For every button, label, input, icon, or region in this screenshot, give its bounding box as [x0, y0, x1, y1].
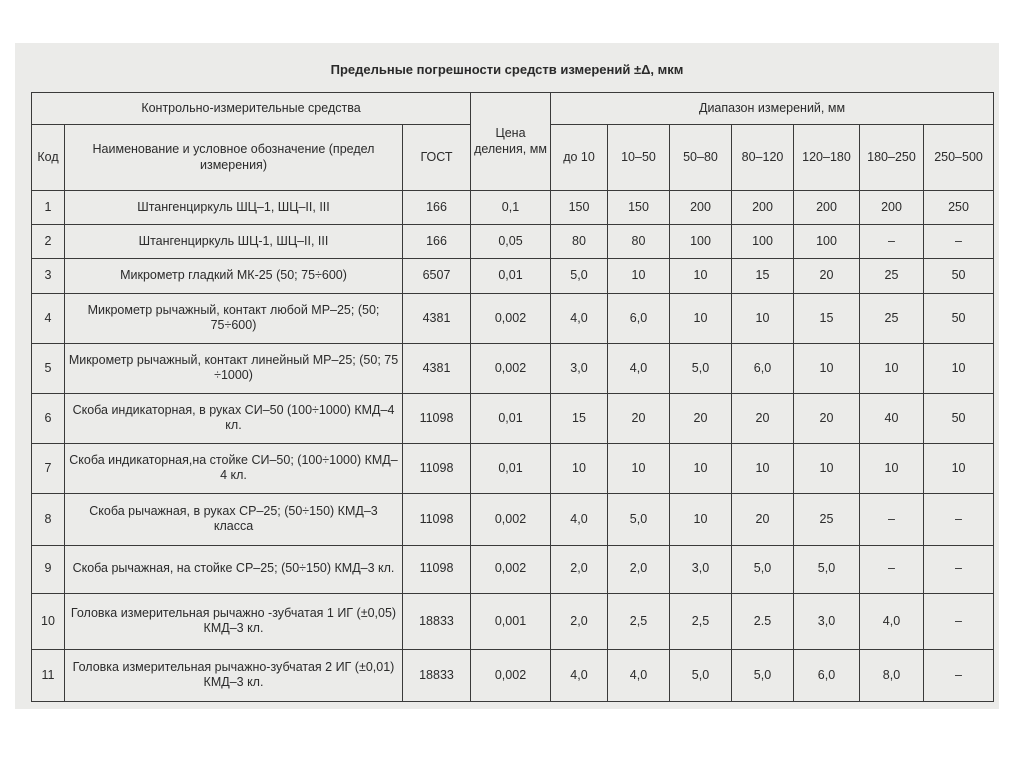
row-value: – — [924, 649, 994, 701]
row-value: 200 — [860, 191, 924, 225]
row-value: 10 — [551, 443, 608, 493]
row-gost: 18833 — [403, 649, 471, 701]
row-value: 20 — [670, 393, 732, 443]
row-code: 2 — [32, 225, 65, 258]
row-division: 0,002 — [471, 294, 551, 344]
row-value: 15 — [732, 258, 794, 293]
row-value: 10 — [794, 343, 860, 393]
row-gost: 4381 — [403, 343, 471, 393]
row-gost: 18833 — [403, 593, 471, 649]
row-code: 7 — [32, 443, 65, 493]
row-value: 10 — [924, 443, 994, 493]
header-range: до 10 — [551, 125, 608, 191]
row-value: 4,0 — [551, 649, 608, 701]
row-code: 3 — [32, 258, 65, 293]
table-row — [32, 258, 994, 293]
table-row — [32, 393, 994, 443]
row-gost: 11098 — [403, 393, 471, 443]
row-name: Штангенциркуль ШЦ–1, ШЦ–II, III — [65, 191, 403, 225]
row-value: 80 — [608, 225, 670, 258]
document-page — [15, 43, 999, 709]
row-value: 2,5 — [608, 593, 670, 649]
table-row — [32, 343, 994, 393]
table-row — [32, 545, 994, 593]
row-value: – — [924, 545, 994, 593]
row-gost: 11098 — [403, 443, 471, 493]
row-value: 10 — [670, 443, 732, 493]
table-title: Предельные погрешности средств измерений ±Δ, мкм — [330, 62, 684, 77]
row-code: 10 — [32, 593, 65, 649]
row-value: 50 — [924, 393, 994, 443]
header-gost: ГОСТ — [403, 125, 471, 191]
header-division: Цена деления, мм — [471, 93, 551, 191]
row-gost: 11098 — [403, 493, 471, 545]
row-value: 200 — [732, 191, 794, 225]
header-range: 80–120 — [732, 125, 794, 191]
row-value: 3,0 — [670, 545, 732, 593]
row-value: 40 — [860, 393, 924, 443]
header-range: 10–50 — [608, 125, 670, 191]
row-value: 100 — [670, 225, 732, 258]
row-division: 0,002 — [471, 649, 551, 701]
row-value: 4,0 — [551, 493, 608, 545]
row-value: – — [924, 225, 994, 258]
row-value: 150 — [608, 191, 670, 225]
header-range: 250–500 — [924, 125, 994, 191]
row-value: 20 — [732, 393, 794, 443]
row-value: 5,0 — [732, 545, 794, 593]
row-value: 20 — [608, 393, 670, 443]
row-division: 0,01 — [471, 443, 551, 493]
header-code: Код — [32, 125, 65, 191]
row-value: – — [924, 493, 994, 545]
row-code: 11 — [32, 649, 65, 701]
row-value: 2.5 — [732, 593, 794, 649]
row-value: 5,0 — [794, 545, 860, 593]
row-code: 9 — [32, 545, 65, 593]
row-value: 5,0 — [670, 343, 732, 393]
row-value: 5,0 — [670, 649, 732, 701]
row-value: 5,0 — [608, 493, 670, 545]
table-body — [32, 191, 994, 702]
row-name: Скоба рычажная, на стойке СР–25; (50÷150) КМД–3 кл. — [65, 545, 403, 593]
row-value: 4,0 — [551, 294, 608, 344]
row-value: 2,0 — [551, 545, 608, 593]
row-value: 50 — [924, 258, 994, 293]
row-value: 2,0 — [608, 545, 670, 593]
row-division: 0,001 — [471, 593, 551, 649]
row-value: – — [860, 493, 924, 545]
row-code: 8 — [32, 493, 65, 545]
row-value: 10 — [732, 443, 794, 493]
row-code: 1 — [32, 191, 65, 225]
row-value: 150 — [551, 191, 608, 225]
table-row — [32, 649, 994, 701]
row-division: 0,002 — [471, 545, 551, 593]
header-range: 120–180 — [794, 125, 860, 191]
table-row — [32, 225, 994, 258]
row-value: 10 — [670, 258, 732, 293]
row-gost: 166 — [403, 191, 471, 225]
row-value: 6,0 — [732, 343, 794, 393]
table-row — [32, 191, 994, 225]
row-value: 10 — [670, 493, 732, 545]
header-instruments: Контрольно-измерительные средства — [32, 93, 471, 125]
row-value: 200 — [670, 191, 732, 225]
row-gost: 6507 — [403, 258, 471, 293]
row-value: 3,0 — [551, 343, 608, 393]
row-name: Микрометр рычажный, контакт любой МР–25; (50; 75÷600) — [65, 294, 403, 344]
row-gost: 4381 — [403, 294, 471, 344]
row-value: 6,0 — [608, 294, 670, 344]
row-gost: 11098 — [403, 545, 471, 593]
table-row — [32, 493, 994, 545]
row-value: 20 — [794, 393, 860, 443]
row-value: 10 — [732, 294, 794, 344]
row-value: 100 — [732, 225, 794, 258]
row-name: Микрометр гладкий МК-25 (50; 75÷600) — [65, 258, 403, 293]
row-name: Скоба рычажная, в руках СР–25; (50÷150) КМД–3 класса — [65, 493, 403, 545]
row-value: 15 — [794, 294, 860, 344]
row-name: Головка измерительная рычажно-зубчатая 2 ИГ (±0,01) КМД–3 кл. — [65, 649, 403, 701]
row-value: 20 — [732, 493, 794, 545]
row-code: 6 — [32, 393, 65, 443]
row-value: 200 — [794, 191, 860, 225]
row-code: 4 — [32, 294, 65, 344]
row-value: 80 — [551, 225, 608, 258]
row-value: 5,0 — [732, 649, 794, 701]
table-row — [32, 593, 994, 649]
row-value: 5,0 — [551, 258, 608, 293]
row-value: 20 — [794, 258, 860, 293]
row-value: – — [860, 225, 924, 258]
row-division: 0,05 — [471, 225, 551, 258]
row-value: 10 — [860, 443, 924, 493]
header-range-group: Диапазон измерений, мм — [551, 93, 994, 125]
row-division: 0,01 — [471, 393, 551, 443]
row-value: 10 — [860, 343, 924, 393]
table-row — [32, 443, 994, 493]
header-name: Наименование и условное обозначение (предел измерения) — [65, 125, 403, 191]
row-value: 250 — [924, 191, 994, 225]
row-value: 10 — [608, 258, 670, 293]
row-value: 4,0 — [608, 649, 670, 701]
row-value: 2,5 — [670, 593, 732, 649]
row-value: 8,0 — [860, 649, 924, 701]
header-range: 50–80 — [670, 125, 732, 191]
row-value: 10 — [794, 443, 860, 493]
row-gost: 166 — [403, 225, 471, 258]
row-value: 6,0 — [794, 649, 860, 701]
row-value: 3,0 — [794, 593, 860, 649]
table-row — [32, 294, 994, 344]
row-value: 4,0 — [608, 343, 670, 393]
row-division: 0,002 — [471, 493, 551, 545]
header-range: 180–250 — [860, 125, 924, 191]
row-name: Скоба индикаторная, в руках СИ–50 (100÷1000) КМД–4 кл. — [65, 393, 403, 443]
row-code: 5 — [32, 343, 65, 393]
row-value: 2,0 — [551, 593, 608, 649]
row-value: 10 — [608, 443, 670, 493]
row-value: – — [924, 593, 994, 649]
row-value: 10 — [924, 343, 994, 393]
row-name: Головка измерительная рычажно -зубчатая 1 ИГ (±0,05) КМД–3 кл. — [65, 593, 403, 649]
row-value: – — [860, 545, 924, 593]
row-value: 25 — [794, 493, 860, 545]
row-division: 0,002 — [471, 343, 551, 393]
row-name: Штангенциркуль ШЦ-1, ШЦ–II, III — [65, 225, 403, 258]
measurement-error-table — [31, 92, 994, 702]
row-value: 4,0 — [860, 593, 924, 649]
row-value: 15 — [551, 393, 608, 443]
row-value: 100 — [794, 225, 860, 258]
row-value: 25 — [860, 294, 924, 344]
row-value: 10 — [670, 294, 732, 344]
row-division: 0,1 — [471, 191, 551, 225]
row-name: Скоба индикаторная,на стойке СИ–50; (100÷1000) КМД–4 кл. — [65, 443, 403, 493]
row-name: Микрометр рычажный, контакт линейный МР–25; (50; 75 ÷1000) — [65, 343, 403, 393]
row-division: 0,01 — [471, 258, 551, 293]
row-value: 50 — [924, 294, 994, 344]
row-value: 25 — [860, 258, 924, 293]
